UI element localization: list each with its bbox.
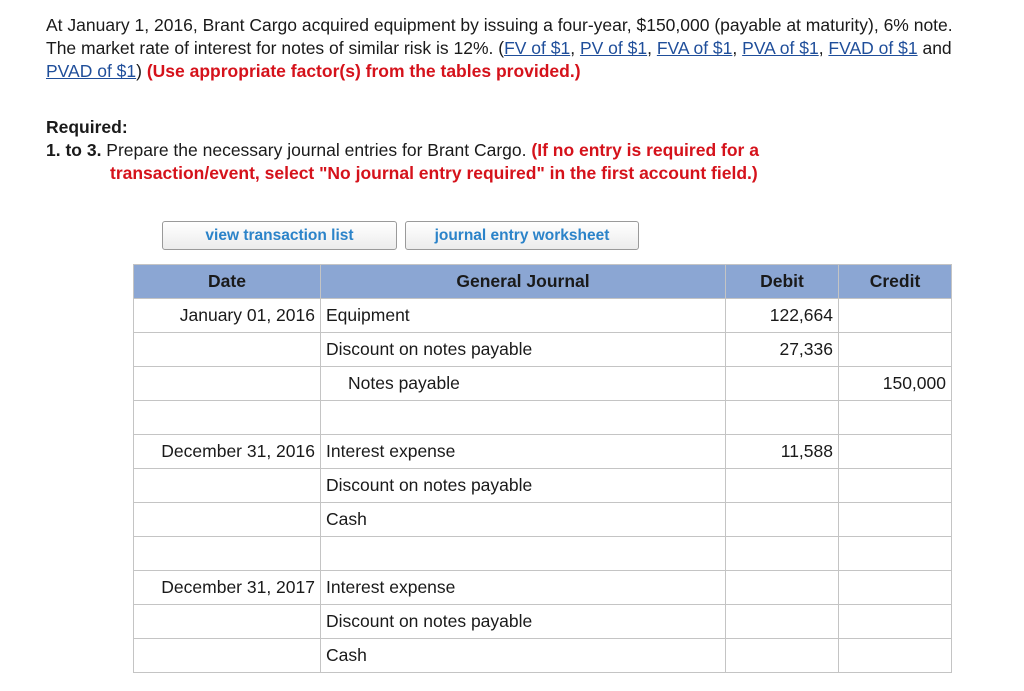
debit-cell[interactable] <box>726 605 839 639</box>
account-cell[interactable] <box>321 537 726 571</box>
debit-cell[interactable] <box>726 537 839 571</box>
credit-cell[interactable] <box>839 435 952 469</box>
debit-cell[interactable]: 122,664 <box>726 299 839 333</box>
entry-instruction-line2: transaction/event, select "No journal entry required" in the first account field.) <box>110 163 758 183</box>
debit-cell[interactable]: 27,336 <box>726 333 839 367</box>
table-row <box>134 571 952 605</box>
debit-cell[interactable] <box>726 401 839 435</box>
account-cell[interactable]: Discount on notes payable <box>321 605 726 639</box>
factor-instruction: (Use appropriate factor(s) from the tables provided.) <box>146 61 581 81</box>
credit-cell[interactable] <box>839 639 952 673</box>
debit-header: Debit <box>726 265 839 299</box>
link-pva[interactable]: PVA of $1 <box>742 38 819 58</box>
entry-instruction-line1: (If no entry is required for a <box>531 140 759 160</box>
credit-cell[interactable] <box>839 333 952 367</box>
date-cell <box>134 469 321 503</box>
link-fva[interactable]: FVA of $1 <box>656 38 733 58</box>
debit-cell[interactable] <box>726 571 839 605</box>
account-cell[interactable]: Equipment <box>321 299 726 333</box>
credit-cell[interactable] <box>839 571 952 605</box>
required-text <box>46 139 946 185</box>
table-row <box>134 639 952 673</box>
credit-cell[interactable] <box>839 401 952 435</box>
link-fvad[interactable]: FVAD of $1 <box>828 38 918 58</box>
problem-statement: At January 1, 2016, Brant Cargo acquired equipment by issuing a four-year, $150,000 (payable at maturity), 6% note. The market rate of interest for notes of similar risk is 12%. (FV of $1, PV of $1, FVA of $1, PVA of $1, FVAD of $1 and PVAD of $1) (Use appropriate factor(s) from the tables provided.) <box>46 15 953 81</box>
account-cell[interactable] <box>321 401 726 435</box>
debit-cell[interactable] <box>726 639 839 673</box>
credit-cell[interactable] <box>839 469 952 503</box>
date-cell <box>134 333 321 367</box>
date-cell <box>134 503 321 537</box>
problem-text: At January 1, 2016, Brant Cargo acquired equipment by issuing a four-year, $150,000 (payable at maturity), 6% note. The market rate of interest for notes of similar risk is 12%. ( <box>46 15 953 58</box>
table-row <box>134 333 952 367</box>
date-cell <box>134 367 321 401</box>
date-cell: December 31, 2017 <box>134 571 321 605</box>
date-header: Date <box>134 265 321 299</box>
table-row <box>134 605 952 639</box>
required-description: Prepare the necessary journal entries for Brant Cargo. <box>101 140 532 160</box>
debit-cell[interactable] <box>726 469 839 503</box>
account-cell[interactable]: Interest expense <box>321 435 726 469</box>
account-cell[interactable]: Interest expense <box>321 571 726 605</box>
date-cell <box>134 401 321 435</box>
credit-cell[interactable] <box>839 605 952 639</box>
table-row <box>134 299 952 333</box>
table-row <box>134 537 952 571</box>
table-row <box>134 367 952 401</box>
table-row <box>134 435 952 469</box>
journal-table <box>133 264 952 673</box>
link-fv[interactable]: FV of $1 <box>504 38 571 58</box>
account-cell[interactable]: Notes payable <box>321 367 726 401</box>
table-row <box>134 469 952 503</box>
credit-cell[interactable] <box>839 503 952 537</box>
required-number: 1. to 3. <box>46 140 102 160</box>
account-cell[interactable]: Cash <box>321 639 726 673</box>
link-pv[interactable]: PV of $1 <box>579 38 648 58</box>
date-cell <box>134 605 321 639</box>
table-row <box>134 503 952 537</box>
link-pvad[interactable]: PVAD of $1 <box>46 61 137 81</box>
date-cell <box>134 639 321 673</box>
date-cell <box>134 537 321 571</box>
debit-cell[interactable]: 11,588 <box>726 435 839 469</box>
debit-cell[interactable] <box>726 503 839 537</box>
date-cell: January 01, 2016 <box>134 299 321 333</box>
journal-header-row <box>134 265 952 299</box>
credit-cell[interactable] <box>839 299 952 333</box>
credit-cell[interactable] <box>839 537 952 571</box>
credit-cell[interactable]: 150,000 <box>839 367 952 401</box>
general-journal-header: General Journal <box>321 265 726 299</box>
debit-cell[interactable] <box>726 367 839 401</box>
account-cell[interactable]: Discount on notes payable <box>321 333 726 367</box>
account-cell[interactable]: Cash <box>321 503 726 537</box>
account-cell[interactable]: Discount on notes payable <box>321 469 726 503</box>
table-row <box>134 401 952 435</box>
credit-header: Credit <box>839 265 952 299</box>
required-heading: Required: <box>46 117 128 137</box>
view-transaction-list-button[interactable]: view transaction list <box>162 221 397 250</box>
journal-entry-worksheet-button[interactable]: journal entry worksheet <box>405 221 639 250</box>
date-cell: December 31, 2016 <box>134 435 321 469</box>
